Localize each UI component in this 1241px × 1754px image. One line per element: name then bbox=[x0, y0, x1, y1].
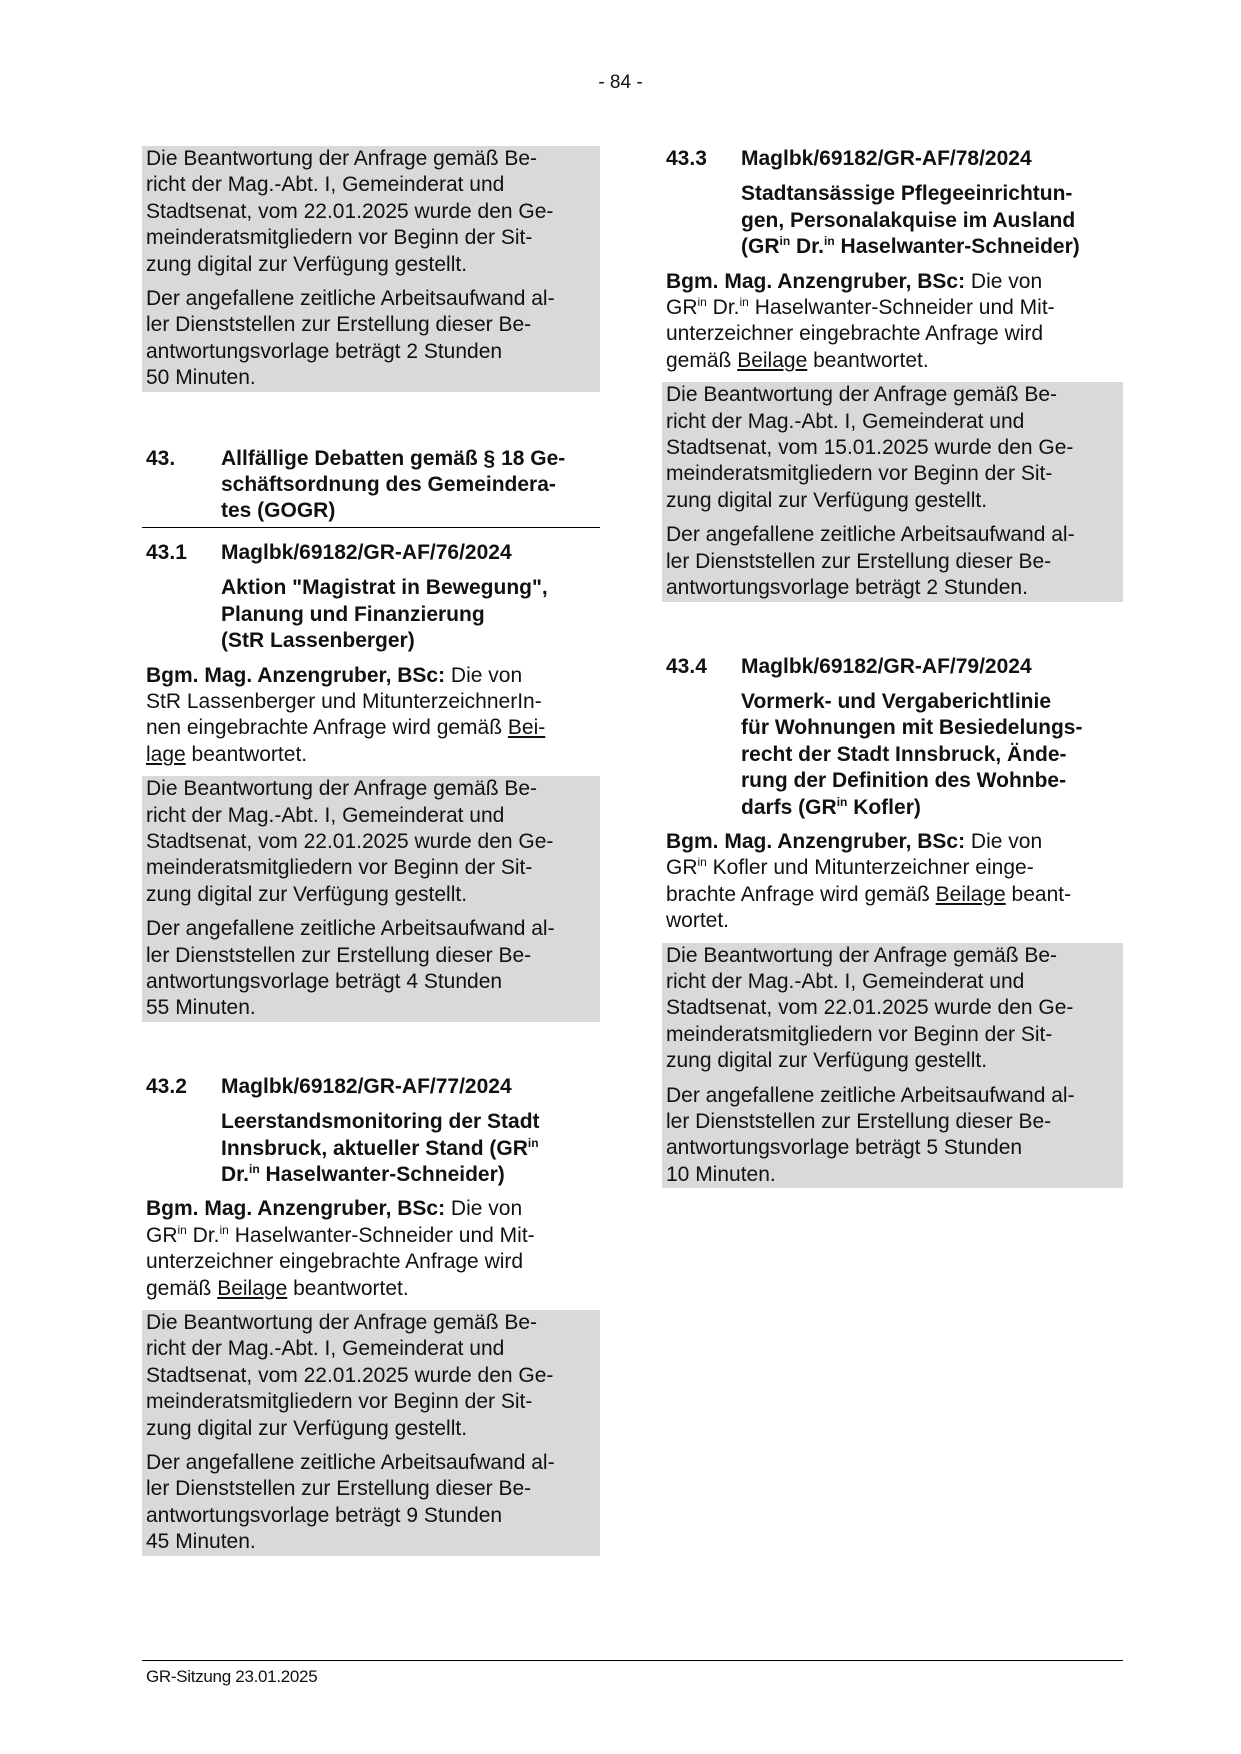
text-line: zung digital zur Verfügung gestellt. bbox=[146, 882, 468, 906]
beilage-link[interactable]: Beilage bbox=[217, 1276, 288, 1300]
text-line: Stadtsenat, vom 22.01.2025 wurde den Ge- bbox=[146, 829, 554, 853]
text-line: Aktion "Magistrat in Bewegung", bbox=[221, 576, 548, 600]
answer-box bbox=[142, 776, 600, 1022]
item-43-1 bbox=[146, 540, 600, 1022]
text-line: Die Beantwortung der Anfrage gemäß Be- bbox=[146, 1311, 538, 1335]
speaker-name: Bgm. Mag. Anzengruber, BSc: bbox=[146, 663, 446, 687]
text-line: Der angefallene zeitliche Arbeitsaufwand al- bbox=[146, 287, 555, 311]
section-number: 43. bbox=[146, 446, 176, 470]
text-line: richt der Mag.-Abt. I, Gemeinderat und bbox=[146, 173, 505, 197]
statement-text: nen eingebrachte Anfrage wird gemäß bbox=[146, 716, 508, 740]
text-line: ler Dienststellen zur Erstellung dieser Be- bbox=[146, 1477, 532, 1501]
text-line: meinderatsmitgliedern vor Beginn der Sit- bbox=[666, 1022, 1053, 1046]
footer-session-date: GR-Sitzung 23.01.2025 bbox=[146, 1667, 318, 1686]
text-line: Allfällige Debatten gemäß § 18 Ge- bbox=[221, 446, 566, 470]
section-title bbox=[221, 446, 600, 525]
item-reference: Maglbk/69182/GR-AF/77/2024 bbox=[221, 1074, 512, 1098]
statement-text: beantwortet. bbox=[185, 742, 308, 766]
text-line: meinderatsmitgliedern vor Beginn der Sit- bbox=[666, 462, 1053, 486]
text-line: ler Dienststellen zur Erstellung dieser Be- bbox=[146, 313, 532, 337]
answer-paragraph bbox=[146, 1310, 600, 1442]
answer-box bbox=[142, 1310, 600, 1556]
left-column bbox=[146, 146, 600, 1556]
beilage-link[interactable]: Beilage bbox=[737, 348, 808, 372]
text-line: antwortungsvorlage beträgt 2 Stunden bbox=[146, 339, 503, 363]
item-reference: Maglbk/69182/GR-AF/78/2024 bbox=[741, 147, 1032, 170]
beilage-link[interactable]: lage bbox=[146, 742, 186, 766]
text-line: Die Beantwortung der Anfrage gemäß Be- bbox=[666, 943, 1058, 967]
text-line: 10 Minuten. bbox=[666, 1162, 776, 1186]
item-title: Leerstandsmonitoring der Stadt Innsbruck, aktueller Stand ($GR^{in}$ Dr.$^{in}$ Haselwanter-Schneider) bbox=[221, 1110, 540, 1186]
text-line: zung digital zur Verfügung gestellt. bbox=[146, 1416, 468, 1440]
item-statement: Bgm. Mag. Anzengruber, BSc: Die von $GR^{in}$ Dr.$^{in}$ Haselwanter-Schneider und Mit- unterzeichner eingebrachte Anfrage wird gemäß Beilage beantwortet. bbox=[146, 1197, 535, 1300]
text-line: richt der Mag.-Abt. I, Gemeinderat und bbox=[146, 803, 505, 827]
text-line: zung digital zur Verfügung gestellt. bbox=[666, 488, 988, 512]
item-title: Stadtansässige Pflegeeinrichtun- gen, Personalakquise im Ausland ($GR^{in}$ Dr.$^{in}$ Haselwanter-Schneider) bbox=[741, 182, 1080, 259]
text-line: antwortungsvorlage beträgt 9 Stunden bbox=[146, 1503, 503, 1527]
speaker-name: Bgm. Mag. Anzengruber, BSc: bbox=[146, 1197, 446, 1221]
item-number: 43.1 bbox=[146, 540, 187, 564]
text-line: meinderatsmitgliedern vor Beginn der Sit- bbox=[146, 856, 533, 880]
text-line: meinderatsmitgliedern vor Beginn der Sit- bbox=[146, 1390, 533, 1414]
effort-paragraph bbox=[666, 1083, 1123, 1189]
text-line: Planung und Finanzierung bbox=[221, 602, 485, 626]
text-line: (StR Lassenberger) bbox=[221, 629, 415, 653]
speaker-name: Bgm. Mag. Anzengruber, BSc: bbox=[666, 269, 966, 293]
item-number: 43.3 bbox=[666, 147, 707, 170]
text-line: ler Dienststellen zur Erstellung dieser Be- bbox=[666, 549, 1052, 573]
answer-paragraph bbox=[666, 943, 1123, 1075]
text-line: Die Beantwortung der Anfrage gemäß Be- bbox=[666, 383, 1058, 407]
item-title bbox=[221, 575, 600, 654]
text-line: richt der Mag.-Abt. I, Gemeinderat und bbox=[666, 409, 1025, 433]
text-line: Stadtsenat, vom 22.01.2025 wurde den Ge- bbox=[146, 199, 554, 223]
page-number: - 84 - bbox=[598, 72, 643, 93]
effort-paragraph bbox=[146, 286, 600, 392]
text-line: richt der Mag.-Abt. I, Gemeinderat und bbox=[666, 969, 1025, 993]
text-line: Die Beantwortung der Anfrage gemäß Be- bbox=[146, 777, 538, 801]
text-line: meinderatsmitgliedern vor Beginn der Sit- bbox=[146, 226, 533, 250]
text-line: Die Beantwortung der Anfrage gemäß Be- bbox=[146, 147, 538, 170]
text-line: richt der Mag.-Abt. I, Gemeinderat und bbox=[146, 1337, 505, 1361]
beilage-link[interactable]: Bei- bbox=[507, 716, 546, 740]
item-number: 43.4 bbox=[666, 654, 707, 678]
text-line: tes (GOGR) bbox=[221, 499, 336, 523]
answer-box bbox=[662, 943, 1123, 1189]
text-line: Stadtsenat, vom 15.01.2025 wurde den Ge- bbox=[666, 436, 1074, 460]
item-statement bbox=[146, 663, 600, 769]
answer-paragraph bbox=[146, 776, 600, 908]
statement-text: Die von bbox=[445, 663, 523, 687]
item-statement: Bgm. Mag. Anzengruber, BSc: Die von $GR^{in}$ Kofler und Mitunterzeichner einge- brachte Anfrage wird gemäß Beilage beant- wortet. bbox=[666, 829, 1072, 933]
right-column bbox=[666, 146, 1123, 1188]
footer-divider bbox=[142, 1660, 1123, 1661]
beilage-link[interactable]: Beilage bbox=[935, 882, 1006, 906]
text-line: 55 Minuten. bbox=[146, 996, 256, 1020]
text-line: Der angefallene zeitliche Arbeitsaufwand al- bbox=[666, 1083, 1075, 1107]
text-line: schäftsordnung des Gemeindera- bbox=[221, 473, 556, 497]
item-43-2 bbox=[146, 1074, 600, 1556]
text-line: zung digital zur Verfügung gestellt. bbox=[146, 252, 468, 276]
answer-paragraph bbox=[146, 146, 600, 278]
item-reference: Maglbk/69182/GR-AF/79/2024 bbox=[741, 654, 1032, 678]
text-line: Stadtsenat, vom 22.01.2025 wurde den Ge- bbox=[146, 1363, 554, 1387]
answer-box-carry-over bbox=[142, 146, 600, 392]
answer-paragraph bbox=[666, 382, 1123, 514]
text-line: 50 Minuten. bbox=[146, 366, 256, 390]
text-line: ler Dienststellen zur Erstellung dieser Be- bbox=[666, 1110, 1052, 1133]
text-line: ler Dienststellen zur Erstellung dieser Be- bbox=[146, 943, 532, 967]
item-43-4 bbox=[666, 654, 1123, 1189]
text-line: antwortungsvorlage beträgt 5 Stunden bbox=[666, 1136, 1023, 1160]
text-line: Der angefallene zeitliche Arbeitsaufwand al- bbox=[146, 1451, 555, 1475]
answer-box bbox=[662, 382, 1123, 601]
effort-paragraph bbox=[146, 916, 600, 1022]
item-reference: Maglbk/69182/GR-AF/76/2024 bbox=[221, 540, 512, 564]
text-line: zung digital zur Verfügung gestellt. bbox=[666, 1049, 988, 1073]
text-line: Stadtsenat, vom 22.01.2025 wurde den Ge- bbox=[666, 996, 1074, 1020]
item-title: Vormerk- und Vergaberichtlinie für Wohnungen mit Besiedelungs- recht der Stadt Innsbruck, Ände- rung der Definition des Wohnbe- darfs ($GR^{in}$ Kofler) bbox=[741, 689, 1083, 819]
text-line: antwortungsvorlage beträgt 4 Stunden bbox=[146, 969, 503, 993]
text-line: antwortungsvorlage beträgt 2 Stunden. bbox=[666, 576, 1028, 600]
effort-paragraph bbox=[666, 522, 1123, 601]
item-43-3 bbox=[666, 146, 1123, 602]
text-line: Der angefallene zeitliche Arbeitsaufwand al- bbox=[146, 917, 555, 941]
text-line: 45 Minuten. bbox=[146, 1530, 256, 1554]
text-line: Der angefallene zeitliche Arbeitsaufwand al- bbox=[666, 523, 1075, 547]
section-43-heading bbox=[146, 446, 600, 528]
item-number: 43.2 bbox=[146, 1074, 187, 1098]
statement-text: StR Lassenberger und MitunterzeichnerIn- bbox=[146, 689, 542, 713]
speaker-name: Bgm. Mag. Anzengruber, BSc: bbox=[666, 829, 966, 853]
item-statement: Bgm. Mag. Anzengruber, BSc: Die von $GR^{in}$ Dr.$^{in}$ Haselwanter-Schneider und Mit- unterzeichner eingebrachte Anfrage wird gemäß Beilage beantwortet. bbox=[666, 269, 1055, 372]
effort-paragraph bbox=[146, 1450, 600, 1556]
